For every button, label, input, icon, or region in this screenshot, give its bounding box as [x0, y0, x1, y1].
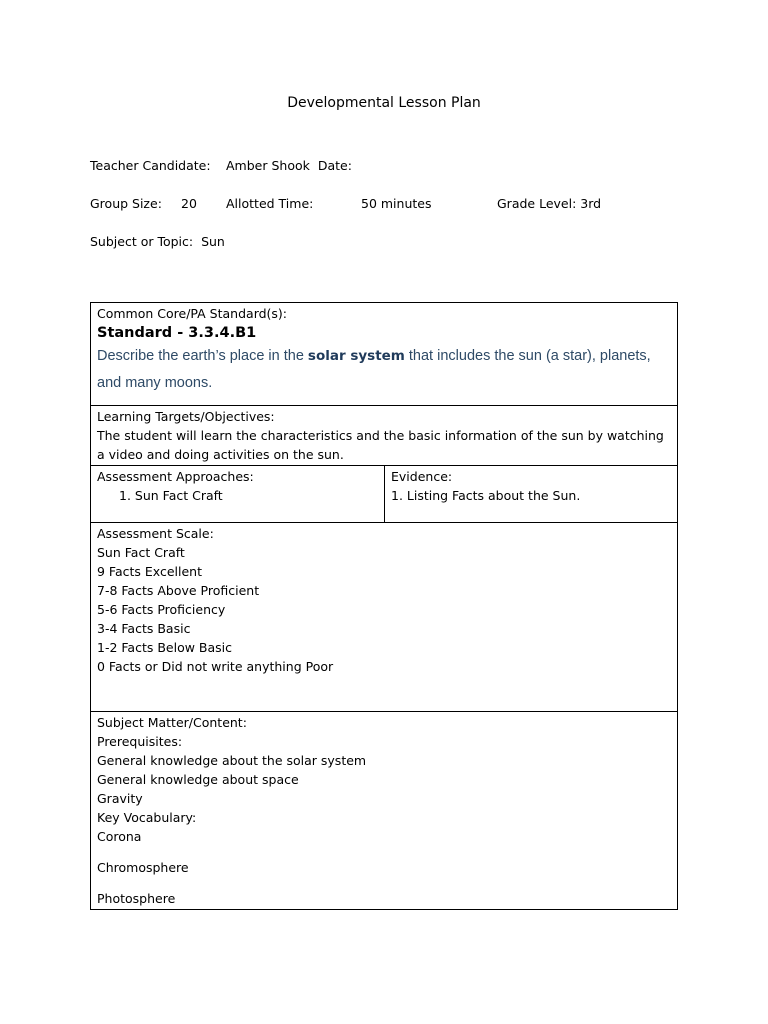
assessment-row [91, 466, 678, 523]
vocab-item: Corona [97, 829, 142, 844]
page-title: Developmental Lesson Plan [287, 95, 481, 111]
prereq-item: General knowledge about the solar system [97, 753, 367, 768]
content-label: Subject Matter/Content: [97, 715, 247, 730]
scale-item: 5-6 Facts Proficiency [97, 602, 226, 617]
subject-label: Subject or Topic: [90, 234, 194, 249]
evidence-item: 1. Listing Facts about the Sun. [391, 488, 581, 503]
teacher-name: Amber Shook [226, 158, 310, 173]
group-size-label: Group Size: [90, 196, 162, 211]
scale-item: 0 Facts or Did not write anything Poor [97, 659, 334, 674]
scale-item: 1-2 Facts Below Basic [97, 640, 233, 655]
objectives-row [91, 406, 678, 466]
subject-value: Sun [201, 234, 225, 249]
vocab-label: Key Vocabulary: [97, 810, 197, 825]
scale-item: 3-4 Facts Basic [97, 621, 191, 636]
content-cell [91, 712, 678, 910]
teacher-label: Teacher Candidate: [90, 158, 211, 173]
scale-item: Sun Fact Craft [97, 545, 185, 560]
scale-row [91, 523, 678, 712]
standard-desc-bold: solar system [307, 348, 405, 364]
allotted-time-value: 50 minutes [361, 196, 432, 211]
prereq-label: Prerequisites: [97, 734, 183, 749]
vocab-item: Photosphere [97, 891, 176, 906]
spacer [97, 846, 671, 858]
spacer [97, 877, 671, 889]
scale-cell [91, 523, 678, 712]
standards-label: Common Core/PA Standard(s): [97, 306, 288, 321]
group-size-value: 20 [181, 196, 197, 211]
approaches-cell [91, 466, 385, 523]
approach-item: 1. Sun Fact Craft [119, 488, 223, 503]
standards-row [91, 303, 678, 406]
objectives-cell [91, 406, 678, 466]
approaches-label: Assessment Approaches: [97, 469, 254, 484]
grade-level: Grade Level: 3rd [497, 196, 602, 211]
lesson-plan-table [90, 302, 678, 910]
evidence-label: Evidence: [391, 469, 453, 484]
scale-label: Assessment Scale: [97, 526, 214, 541]
standard-desc-after: that includes the sun (a star), planets, and many moons. [97, 348, 651, 391]
content-row [91, 712, 678, 910]
allotted-time-label: Allotted Time: [226, 196, 314, 211]
teacher-name-date [226, 158, 352, 173]
objectives-label: Learning Targets/Objectives: [97, 409, 275, 424]
evidence-cell [385, 466, 678, 523]
subject-row [90, 234, 225, 249]
standard-desc-before: Describe the earth’s place in the [97, 348, 308, 364]
teacher-row [90, 158, 352, 173]
scale-item: 9 Facts Excellent [97, 564, 202, 579]
prereq-item: General knowledge about space [97, 772, 299, 787]
objectives-text: The student will learn the characteristics and the basic information of the sun by watching a video and doing activities on the sun. [97, 428, 664, 462]
standard-heading: Standard - 3.3.4.B1 [97, 325, 257, 341]
vocab-item: Chromosphere [97, 860, 189, 875]
standard-description [97, 343, 671, 397]
scale-item: 7-8 Facts Above Proficient [97, 583, 260, 598]
prereq-item: Gravity [97, 791, 143, 806]
date-label: Date: [317, 158, 352, 173]
standards-cell [91, 303, 678, 406]
